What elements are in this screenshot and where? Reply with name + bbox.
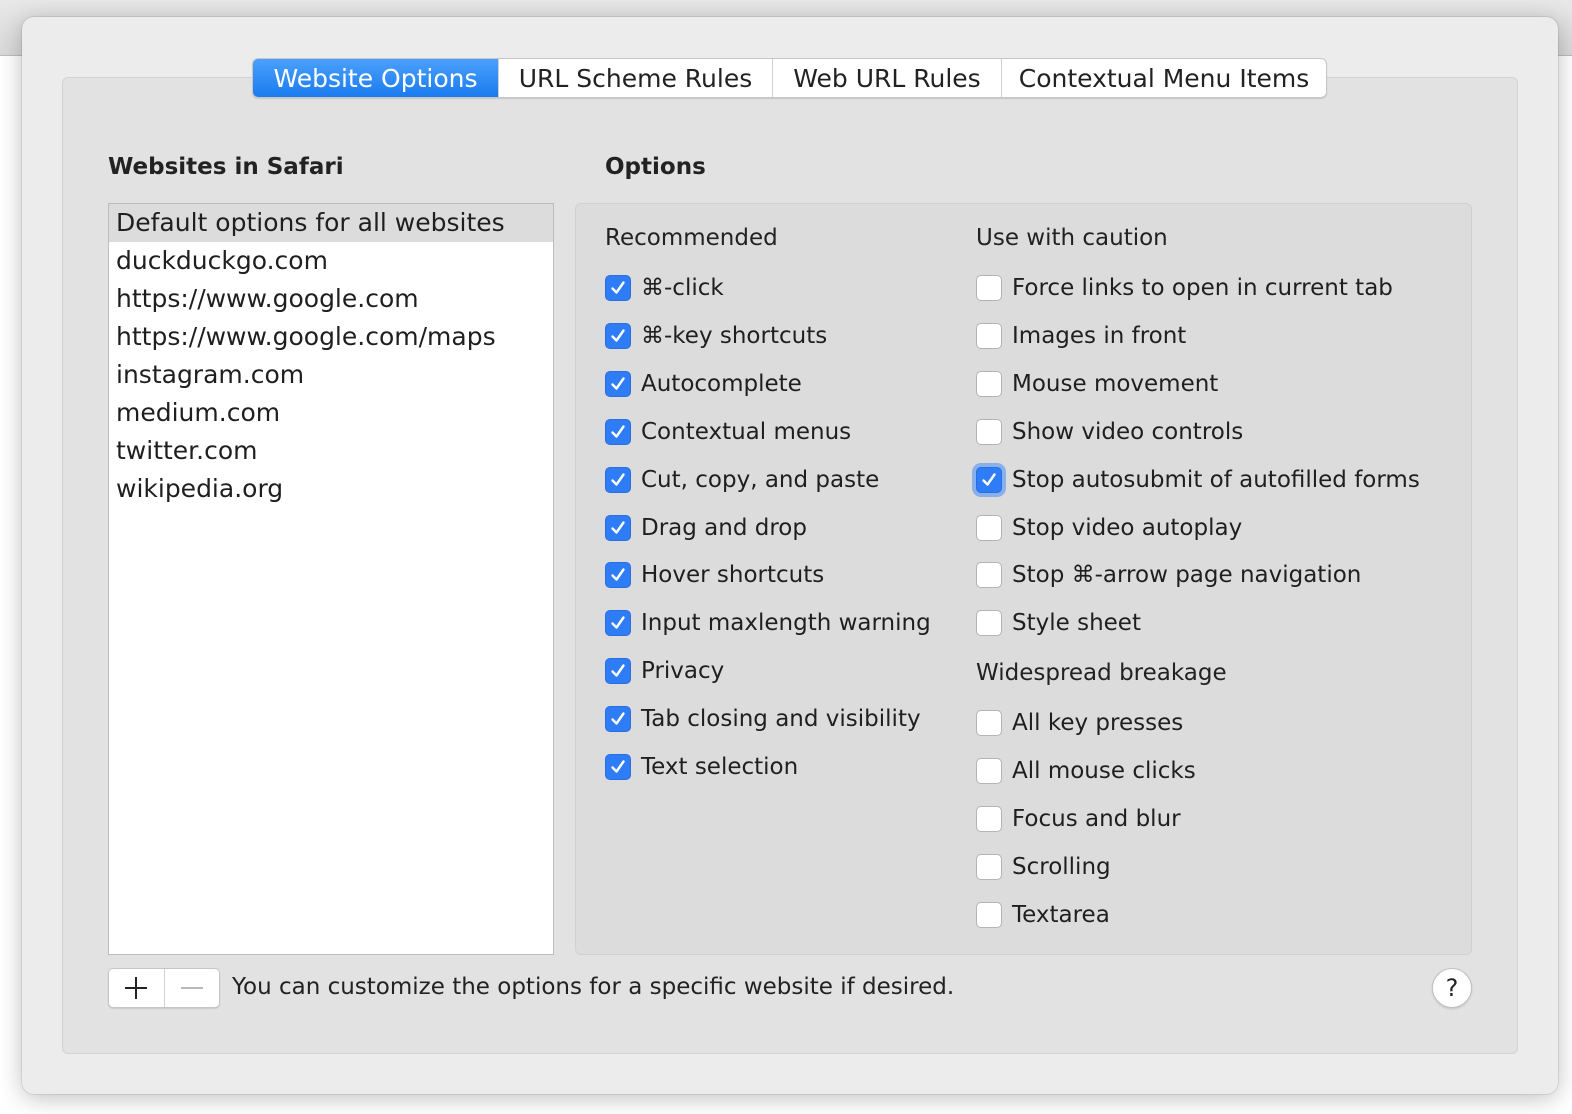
website-row[interactable]: Default options for all websites (109, 204, 553, 242)
option-checkbox-row[interactable] (605, 560, 824, 590)
checkbox-unchecked[interactable] (976, 562, 1002, 588)
add-remove-buttons (108, 968, 220, 1008)
option-checkbox-row[interactable] (605, 656, 724, 686)
checkbox-unchecked[interactable] (976, 275, 1002, 301)
checkbox-checked[interactable] (605, 754, 631, 780)
option-checkbox-row[interactable] (976, 804, 1181, 834)
caution-label: Use with caution (976, 225, 1168, 251)
option-label: Mouse movement (1012, 370, 1219, 397)
option-checkbox-row[interactable] (976, 465, 1420, 495)
add-website-button[interactable] (109, 969, 164, 1007)
checkbox-checked[interactable] (605, 467, 631, 493)
checkbox-unchecked[interactable] (976, 710, 1002, 736)
option-label: Cut, copy, and paste (641, 466, 880, 493)
option-label: Stop video autoplay (1012, 514, 1243, 541)
website-row[interactable]: https://www.google.com/maps (116, 322, 496, 351)
websites-heading: Websites in Safari (108, 154, 344, 180)
option-label: Scrolling (1012, 853, 1111, 880)
checkbox-checked[interactable] (976, 467, 1002, 493)
option-label: Show video controls (1012, 418, 1244, 445)
tab-bar (252, 58, 1327, 98)
checkbox-unchecked[interactable] (976, 419, 1002, 445)
checkbox-checked[interactable] (605, 323, 631, 349)
checkbox-unchecked[interactable] (976, 902, 1002, 928)
option-label: Stop ⌘-arrow page navigation (1012, 562, 1362, 589)
plus-icon (124, 976, 148, 1000)
checkbox-unchecked[interactable] (976, 610, 1002, 636)
minus-icon (180, 976, 204, 1000)
checkbox-checked[interactable] (605, 515, 631, 541)
website-row[interactable]: instagram.com (116, 360, 305, 389)
website-row[interactable]: duckduckgo.com (116, 246, 328, 275)
checkbox-checked[interactable] (605, 419, 631, 445)
checkbox-checked[interactable] (605, 371, 631, 397)
option-label: All key presses (1012, 710, 1184, 736)
option-checkbox-row[interactable] (976, 756, 1196, 786)
websites-list[interactable] (108, 203, 554, 955)
option-label: Autocomplete (641, 370, 802, 397)
option-checkbox-row[interactable] (605, 465, 879, 495)
checkbox-checked[interactable] (605, 275, 631, 301)
website-row[interactable]: twitter.com (116, 436, 258, 465)
option-checkbox-row[interactable] (605, 321, 827, 351)
checkbox-unchecked[interactable] (976, 515, 1002, 541)
tab-contextual-menu-items[interactable]: Contextual Menu Items (1018, 63, 1310, 93)
website-row[interactable]: wikipedia.org (116, 474, 284, 503)
option-checkbox-row[interactable] (976, 608, 1141, 638)
checkbox-checked[interactable] (605, 610, 631, 636)
option-label: Hover shortcuts (641, 562, 825, 589)
recommended-label: Recommended (605, 225, 778, 251)
breakage-label: Widespread breakage (976, 660, 1227, 686)
option-checkbox-row[interactable] (605, 273, 724, 303)
checkbox-checked[interactable] (605, 658, 631, 684)
option-label: ⌘-click (641, 275, 724, 301)
option-label: Textarea (1012, 901, 1110, 928)
option-checkbox-row[interactable] (605, 608, 931, 638)
option-checkbox-row[interactable] (976, 560, 1361, 590)
option-checkbox-row[interactable] (605, 369, 802, 399)
website-row[interactable]: https://www.google.com (116, 284, 419, 313)
checkbox-unchecked[interactable] (976, 806, 1002, 832)
option-label: Images in front (1012, 322, 1187, 349)
option-label: Text selection (641, 754, 799, 780)
remove-website-button[interactable] (164, 969, 219, 1007)
tab-url-scheme-rules[interactable]: URL Scheme Rules (499, 59, 773, 97)
option-label: Stop autosubmit of autofilled forms (1012, 466, 1420, 493)
option-checkbox-row[interactable] (976, 852, 1111, 882)
help-button[interactable]: ? (1432, 968, 1472, 1008)
option-checkbox-row[interactable] (976, 513, 1242, 543)
option-checkbox-row[interactable] (976, 900, 1110, 930)
options-heading: Options (605, 154, 706, 180)
tab-web-url-rules[interactable]: Web URL Rules (773, 59, 1002, 97)
option-label: Tab closing and visibility (641, 706, 921, 733)
checkbox-checked[interactable] (605, 562, 631, 588)
option-label: Drag and drop (641, 514, 807, 541)
option-label: Style sheet (1012, 610, 1141, 637)
option-checkbox-row[interactable] (976, 321, 1186, 351)
option-checkbox-row[interactable] (976, 369, 1218, 399)
option-label: All mouse clicks (1012, 757, 1196, 784)
option-label: Privacy (641, 658, 725, 685)
popover-arrow (1438, 17, 1482, 39)
option-label: Contextual menus (641, 418, 852, 445)
option-checkbox-row[interactable] (605, 752, 798, 782)
option-checkbox-row[interactable] (605, 704, 921, 734)
option-label: Focus and blur (1012, 805, 1181, 832)
option-checkbox-row[interactable] (976, 417, 1243, 447)
option-checkbox-row[interactable] (976, 273, 1393, 303)
option-checkbox-row[interactable] (976, 708, 1183, 738)
option-label: ⌘-key shortcuts (641, 322, 828, 349)
option-label: Force links to open in current tab (1012, 275, 1393, 301)
option-checkbox-row[interactable] (605, 513, 807, 543)
customize-hint: You can customize the options for a specific website if desired. (232, 974, 955, 1000)
checkbox-unchecked[interactable] (976, 371, 1002, 397)
checkbox-unchecked[interactable] (976, 323, 1002, 349)
option-checkbox-row[interactable] (605, 417, 851, 447)
checkbox-checked[interactable] (605, 706, 631, 732)
option-label: Input maxlength warning (641, 610, 931, 637)
website-row[interactable]: medium.com (116, 398, 281, 427)
checkbox-unchecked[interactable] (976, 758, 1002, 784)
tab-website-options[interactable]: Website Options (253, 59, 499, 97)
checkbox-unchecked[interactable] (976, 854, 1002, 880)
